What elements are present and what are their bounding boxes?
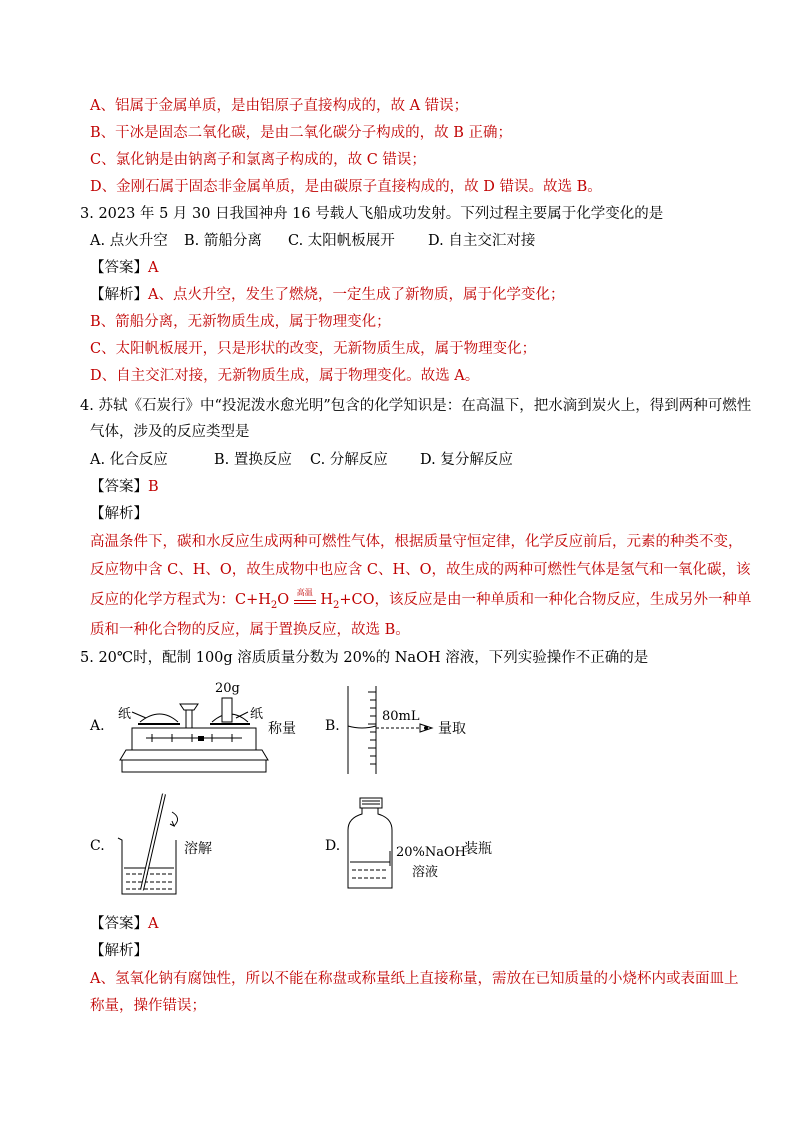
answer-label: 【答案】 bbox=[90, 260, 148, 276]
q5-answer bbox=[90, 914, 734, 934]
q4-exp-4: 质和一种化合物的反应，属于置换反应，故选 B。 bbox=[90, 622, 410, 638]
weight-label: 20g bbox=[215, 681, 240, 696]
q4-exp-3 bbox=[90, 588, 752, 616]
fig-c-letter: C. bbox=[90, 838, 105, 854]
q3-exp-b: B、箭船分离，无新物质生成，属于物理变化； bbox=[90, 314, 391, 330]
q3-exp-d: D、自主交汇对接，无新物质生成，属于物理变化。故选 A。 bbox=[90, 368, 480, 384]
q2-exp-c: C、氯化钠是由钠离子和氯离子构成的，故 C 错误； bbox=[90, 152, 426, 168]
subscript: 2 bbox=[333, 599, 340, 611]
q5-exp-1: A、氢氧化钠有腐蚀性，所以不能在称盘或称量纸上直接称量，需放在已知质量的小烧杯内或表面皿上 bbox=[90, 971, 739, 987]
q4-stem-2: 气体，涉及的反应类型是 bbox=[90, 424, 250, 440]
q3-exp-label: 【解析】 bbox=[90, 287, 148, 303]
answer-label: 【答案】 bbox=[90, 479, 148, 495]
bottle-label-2: 溶液 bbox=[412, 865, 439, 880]
volume-label: 80mL bbox=[382, 709, 420, 724]
fig-a-letter: A. bbox=[90, 718, 105, 734]
paper-left-label: 纸 bbox=[118, 707, 132, 722]
q4-exp-1: 高温条件下，碳和水反应生成两种可燃性气体，根据质量守恒定律，化学反应前后，元素的种类不变， bbox=[90, 534, 743, 550]
q3-options bbox=[90, 231, 734, 251]
q3-exp-a: A、点火升空，发生了燃烧，一定生成了新物质，属于化学变化； bbox=[148, 287, 565, 303]
subscript: 2 bbox=[270, 599, 278, 611]
q3-exp-c: C、太阳帆板展开，只是形状的改变，无新物质生成，属于物理变化； bbox=[90, 341, 537, 357]
q2-exp-a: A、铝属于金属单质，是由铝原子直接构成的，故 A 错误； bbox=[90, 98, 469, 114]
q4-options bbox=[90, 450, 734, 470]
bottle-label-1: 20%NaOH bbox=[396, 845, 467, 860]
equation-part: O bbox=[277, 592, 294, 608]
q2-exp-d: D、金刚石属于固态非金属单质，是由碳原子直接构成的，故 D 错误。故选 B。 bbox=[90, 179, 602, 195]
condition-text: 高温 bbox=[296, 588, 313, 597]
fig-d-caption: 装瓶 bbox=[464, 841, 492, 857]
q4-option-d: D. 复分解反应 bbox=[420, 452, 513, 468]
fig-b-letter: B. bbox=[325, 718, 340, 734]
beaker-figure bbox=[112, 790, 192, 898]
cylinder-figure bbox=[342, 684, 492, 776]
equation-part: H bbox=[315, 592, 334, 608]
q3-answer-value: A bbox=[148, 260, 159, 276]
q4-option-b: B. 置换反应 bbox=[214, 452, 292, 468]
q4-answer bbox=[90, 477, 734, 497]
q4-option-a: A. 化合反应 bbox=[90, 452, 168, 468]
q5-exp-label: 【解析】 bbox=[90, 943, 148, 959]
q2-exp-b: B、干冰是固态二氧化碳，是由二氧化碳分子构成的，故 B 正确； bbox=[90, 125, 513, 141]
reaction-condition bbox=[294, 588, 316, 604]
q5-stem: 5. 20℃时，配制 100g 溶质质量分数为 20%的 NaOH 溶液，下列实验操作不正确的是 bbox=[80, 650, 649, 666]
q3-answer bbox=[90, 258, 734, 278]
equation-part: +CO，该反应是由一种单质和一种化合物反应，生成另外一种单 bbox=[339, 592, 752, 608]
q4-exp-2: 反应物中含 C、H、O，故生成物中也应含 C、H、O，故生成的两种可燃性气体是氢气和一氧化碳，该 bbox=[90, 562, 751, 578]
answer-label: 【答案】 bbox=[90, 916, 148, 932]
paper-right-label: 纸 bbox=[250, 707, 264, 722]
fig-a-caption: 称量 bbox=[268, 721, 296, 737]
q3-exp-a-line bbox=[90, 285, 734, 305]
measure-caption: 量取 bbox=[438, 721, 466, 737]
balance-figure bbox=[112, 676, 292, 776]
q3-option-d: D. 自主交汇对接 bbox=[428, 233, 536, 249]
q5-exp-2: 称量，操作错误； bbox=[90, 998, 206, 1014]
q5-answer-value: A bbox=[148, 916, 159, 932]
q3-option-b: B. 箭船分离 bbox=[184, 233, 262, 249]
q4-answer-value: B bbox=[148, 479, 159, 495]
q3-stem: 3. 2023 年 5 月 30 日我国神舟 16 号载人飞船成功发射。下列过程主要属于化学变化的是 bbox=[80, 206, 664, 222]
q4-exp-label: 【解析】 bbox=[90, 506, 148, 522]
equation-part: 反应的化学方程式为：C+H bbox=[90, 592, 271, 608]
q3-option-a: A. 点火升空 bbox=[90, 233, 168, 249]
q3-option-c: C. 太阳帆板展开 bbox=[288, 233, 395, 249]
fig-d-letter: D. bbox=[325, 838, 341, 854]
q4-option-c: C. 分解反应 bbox=[310, 452, 388, 468]
q4-stem-1: 4. 苏轼《石炭行》中“投泥泼水愈光明”包含的化学知识是：在高温下，把水滴到炭火上，得到两种可燃性 bbox=[80, 398, 752, 414]
fig-c-caption: 溶解 bbox=[184, 841, 212, 857]
